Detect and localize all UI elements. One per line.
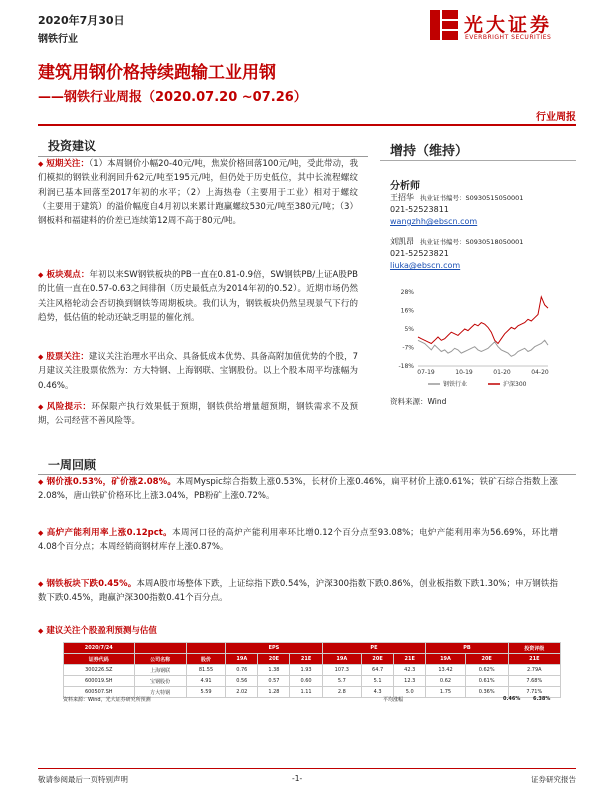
table-row — [64, 665, 561, 676]
review-p3 — [38, 577, 558, 606]
table-header-cell: 2020/7/24 — [64, 643, 135, 654]
legend-label: 沪深300 — [503, 381, 527, 388]
y-tick-label: 16% — [400, 307, 414, 315]
table-header-cell: 19A — [426, 654, 465, 665]
table-cell: 81.55 — [186, 665, 225, 676]
bullet-icon: ◆ — [38, 580, 44, 588]
table-cell: 600507.SH — [64, 687, 135, 698]
table-cell: 7.71% — [508, 687, 560, 698]
x-tick-label: 07-19 — [417, 369, 435, 376]
table-cell: 107.3 — [322, 665, 361, 676]
analyst-name: 王招华 — [390, 193, 414, 202]
footer-type: 证券研究报告 — [531, 775, 576, 784]
table-header-cell: 20E — [362, 654, 394, 665]
table-footer-val: 0.46% — [503, 696, 521, 702]
performance-chart — [380, 286, 580, 396]
table-cell: 13.42 — [426, 665, 465, 676]
review-p1-text: 本周Myspic综合指数上涨0.53%，长材价上涨0.46%，扁平材价上涨0.61%；铁矿石综合指数上涨2.08%，唐山铁矿价格环比上涨3.04%，PB粉矿上涨0.72%。 — [38, 477, 558, 502]
table-header-cell: 公司名称 — [134, 654, 186, 665]
series-line — [418, 340, 548, 356]
table-cell: 0.62 — [426, 676, 465, 687]
investment-p2 — [38, 268, 358, 325]
logo-mark-icon — [428, 8, 460, 42]
header-divider — [38, 124, 576, 126]
table-cell: 1.93 — [290, 665, 322, 676]
table-header-cell: 21E — [394, 654, 426, 665]
analyst-heading: 分析师 — [390, 181, 420, 192]
analyst-phone: 021-52523821 — [390, 249, 449, 258]
table-cell: 0.56 — [226, 676, 258, 687]
table-header-cell — [134, 643, 186, 654]
table-cell: 1.28 — [258, 687, 290, 698]
table-cell: 5.0 — [394, 687, 426, 698]
table-cell: 上海钢联 — [134, 665, 186, 676]
p1-text: （1）本周钢价小幅20-40元/吨，焦炭价格回落100元/吨，受此带动，我们模拟的钢铁业利润回升62元/吨至195元/吨，但仍处于历史低位，其中长流程螺纹利润已基本回落至2017年初的水平；（2）上海热卷（主要用于工业）相对于螺纹（主要用于建筑）的溢价幅度自4月初以来累计跑赢螺纹530元/吨至380元/吨；（3）钢板料和福建料的价差已连续第12周不高于80元/吨。 — [38, 159, 358, 227]
table-cell: 0.57 — [258, 676, 290, 687]
analyst-phone: 021-52523811 — [390, 205, 449, 214]
review-p3-text: 本周A股市场整体下跌，上证综指下跌0.54%，沪深300指数下跌0.86%，创业板指数下跌1.30%；申万钢铁指数下跌0.45%，跑赢沪深300指数0.41个百分点。 — [38, 579, 558, 604]
y-tick-label: -18% — [398, 363, 414, 370]
chart-source: 资料来源：Wind — [390, 397, 447, 406]
table-cell: 4.91 — [186, 676, 225, 687]
series-line — [418, 297, 548, 344]
table-header-cell: EPS — [226, 643, 322, 654]
review-p4-lead: 建议关注个股盈利预测与估值 — [46, 626, 157, 636]
table-cell: 1.75 — [426, 687, 465, 698]
table-footer-label: 平均涨幅 — [383, 697, 404, 703]
table-cell: 4.3 — [362, 687, 394, 698]
table-header-cell: PB — [426, 643, 508, 654]
logo-en-text: EVERBRIGHT SECURITIES — [465, 34, 552, 41]
table-header-cell: 股价 — [186, 654, 225, 665]
report-title: 建筑用钢价格持续跑输工业用钢 — [38, 63, 276, 83]
review-p3-lead: 钢铁板块下跌0.45%。 — [46, 579, 137, 589]
bullet-icon: ◆ — [38, 353, 44, 361]
p3-text: 建议关注治理水平出众、具备低成本优势、具备高附加值优势的个股，7月建议关注股票依然为：方大特钢、上海钢联、宝钢股份。以上个股本周平均涨幅为0.46%。 — [38, 352, 358, 391]
bullet-icon: ◆ — [38, 478, 44, 486]
table-cell: 7.68% — [508, 676, 560, 687]
analyst-2 — [390, 236, 523, 272]
review-heading: 一周回顾 — [48, 458, 97, 472]
table-cell: 2.8 — [322, 687, 361, 698]
investment-p3 — [38, 350, 358, 393]
table-cell: 42.3 — [394, 665, 426, 676]
table-cell: 0.61% — [465, 676, 508, 687]
p3-lead: 股票关注： — [46, 352, 89, 362]
table-header-cell — [186, 643, 225, 654]
table-cell: 宝钢股份 — [134, 676, 186, 687]
bullet-icon: ◆ — [38, 627, 44, 635]
table-header-cell: 证券代码 — [64, 654, 135, 665]
table-cell: 12.3 — [394, 676, 426, 687]
table-cell: 64.7 — [362, 665, 394, 676]
footer-disclaimer[interactable]: 敬请参阅最后一页特别声明 — [38, 775, 128, 784]
page-number: -1- — [292, 774, 303, 783]
x-tick-label: 10-19 — [455, 369, 473, 376]
p2-text: 年初以来SW钢铁板块的PB一直在0.81-0.9倍，SW钢铁PB/上证A股PB的比值一直在0.57-0.63之间徘徊（历史最低点为2014年初的0.52）。近期市场仍然关注风格轮动会否切换到钢铁等周期板块。我们认为，钢铁板块仍然呈现景气下行的趋势，低估值的轮动还缺乏明显的催化剂。 — [38, 270, 358, 323]
table-cell: 600019.SH — [64, 676, 135, 687]
table-header-cell: 21E — [290, 654, 322, 665]
investment-p4 — [38, 400, 358, 429]
p4-text: 环保限产执行效果低于预期，钢铁供给增量超预期，钢铁需求不及预期，公司经营不善风险等。 — [38, 402, 358, 427]
table-cell: 300226.SZ — [64, 665, 135, 676]
table-cell: 方大特钢 — [134, 687, 186, 698]
x-tick-label: 01-20 — [493, 369, 511, 376]
report-date: 2020年7月30日 — [38, 14, 125, 27]
review-p2-text: 本周河口径的高炉产能利用率环比增0.12个百分点至93.08%；电炉产能利用率为56.69%，环比增4.08个百分点；本周经销商钢材库存上涨0.87%。 — [38, 528, 558, 553]
stock-table — [63, 642, 561, 698]
legend-label: 钢铁行业 — [443, 381, 468, 388]
investment-heading: 投资建议 — [48, 139, 97, 153]
p4-lead: 风险提示： — [46, 402, 92, 412]
table-header-cell: PE — [322, 643, 426, 654]
footer-divider — [38, 768, 576, 769]
analyst-cert: 执业证书编号：S0930515050001 — [420, 194, 524, 202]
y-tick-label: -7% — [402, 344, 414, 352]
table-cell: 5.1 — [362, 676, 394, 687]
table-header-row — [64, 643, 561, 654]
analyst-cert: 执业证书编号：S0930518050001 — [420, 238, 524, 246]
review-p4 — [38, 624, 558, 638]
bullet-icon: ◆ — [38, 160, 44, 168]
review-p1-lead: 钢价涨0.53%，矿价涨2.08%。 — [46, 477, 177, 487]
logo-cn-text: 光大证券 — [464, 14, 553, 36]
industry-label: 钢铁行业 — [38, 34, 78, 45]
table-cell: 0.60 — [290, 676, 322, 687]
table-cell: 5.59 — [186, 687, 225, 698]
p2-lead: 板块观点： — [46, 270, 90, 280]
table-footer — [63, 696, 561, 703]
table-header-cell: 20E — [258, 654, 290, 665]
table-header-cell: 20E — [465, 654, 508, 665]
analyst-email[interactable]: wangzhh@ebscn.com — [390, 217, 478, 226]
table-cell: 2.02 — [226, 687, 258, 698]
table-header-cell: 投资评级 — [508, 643, 560, 654]
review-p2-lead: 高炉产能利用率上涨0.12pct。 — [46, 528, 173, 538]
bullet-icon: ◆ — [38, 529, 44, 537]
table-cell: 2.79A — [508, 665, 560, 676]
y-tick-label: 28% — [400, 289, 414, 296]
report-subtitle: ——钢铁行业周报（2020.07.20 ~07.26） — [38, 90, 307, 105]
analyst-email[interactable]: liuka@ebscn.com — [390, 261, 461, 270]
y-tick-label: 5% — [404, 326, 414, 333]
table-footer-source: 资料来源：Wind，光大证券研究所预测 — [63, 697, 151, 703]
table-header-cell: 21E — [508, 654, 560, 665]
p1-lead: 短期关注： — [46, 159, 89, 169]
bullet-icon: ◆ — [38, 271, 44, 279]
table-header-cell: 19A — [226, 654, 258, 665]
table-header-row — [64, 654, 561, 665]
table-header-cell: 19A — [322, 654, 361, 665]
table-cell: 5.7 — [322, 676, 361, 687]
logo — [428, 8, 578, 48]
table-row — [64, 676, 561, 687]
analyst-name: 刘凯昂 — [390, 237, 414, 246]
rating-divider — [380, 160, 576, 161]
x-tick-label: 04-20 — [531, 369, 549, 376]
table-cell: 0.62% — [465, 665, 508, 676]
table-footer-val: 6.38% — [533, 696, 551, 702]
bullet-icon: ◆ — [38, 403, 44, 411]
rating: 增持（维持） — [390, 144, 469, 159]
investment-p1 — [38, 157, 358, 228]
table-cell: 1.11 — [290, 687, 322, 698]
review-p1 — [38, 475, 558, 504]
review-p2 — [38, 526, 558, 555]
table-cell: 0.76 — [226, 665, 258, 676]
table-cell: 0.36% — [465, 687, 508, 698]
analyst-1 — [390, 192, 523, 228]
table-cell: 1.38 — [258, 665, 290, 676]
report-type: 行业周报 — [536, 112, 576, 123]
